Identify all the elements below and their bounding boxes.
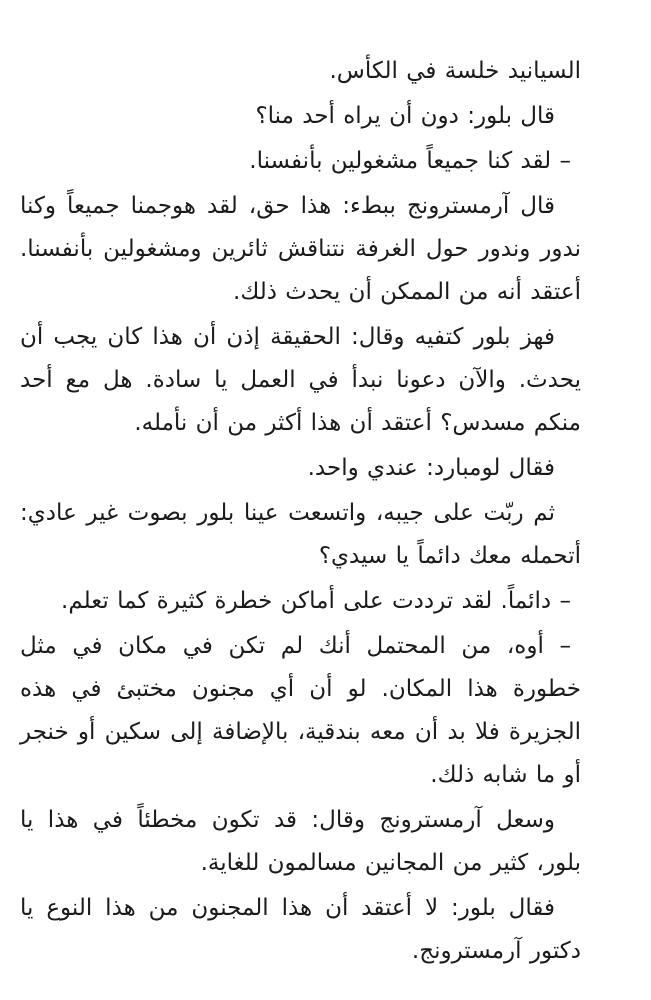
paragraph: قال بلور: دون أن يراه أحد منا؟: [255, 103, 555, 129]
paragraph-dialogue: – دائماً. لقد ترددت على أماكن خطرة كثيرة كما تعلم.: [61, 588, 571, 614]
paragraph: فقال بلور: لا أعتقد أن هذا المجنون من هذا النوع يا دكتور آرمسترونج.: [20, 895, 581, 964]
paragraph: فهز بلور كتفيه وقال: الحقيقة إذن أن هذا كان يجب أن يحدث. والآن دعونا نبدأ في العمل يا سادة. هل مع أحد منكم مسدس؟ أعتقد أن هذا أكثر من أن نأمله.: [20, 324, 581, 436]
paragraph: فقال لومبارد: عندي واحد.: [307, 455, 555, 481]
paragraph: وسعل آرمسترونج وقال: قد تكون مخطئاً في هذا يا بلور، كثير من المجانين مسالمون للغاية.: [20, 807, 581, 876]
paragraph-dialogue: – أوه، من المحتمل أنك لم تكن في مكان في مثل خطورة هذا المكان. لو أن أي مجنون مختبئ في هذه الجزيرة فلا بد أن معه بندقية، بالإضافة إلى سكين أو خنجر أو ما شابه ذلك.: [20, 633, 581, 788]
paragraph-dialogue: – لقد كنا جميعاً مشغولين بأنفسنا.: [249, 148, 571, 174]
paragraph: قال آرمسترونج ببطء: هذا حق، لقد هوجمنا جميعاً وكنا ندور وندور حول الغرفة نتناقش ثائرين ومشغولين بأنفسنا. أعتقد أنه من الممكن أن يحدث ذلك.: [20, 193, 581, 305]
paragraph: ثم ربّت على جيبه، واتسعت عينا بلور بصوت غير عادي: أتحمله معك دائماً يا سيدي؟: [20, 500, 581, 569]
paragraph-continuation: السيانيد خلسة في الكأس.: [329, 58, 581, 84]
